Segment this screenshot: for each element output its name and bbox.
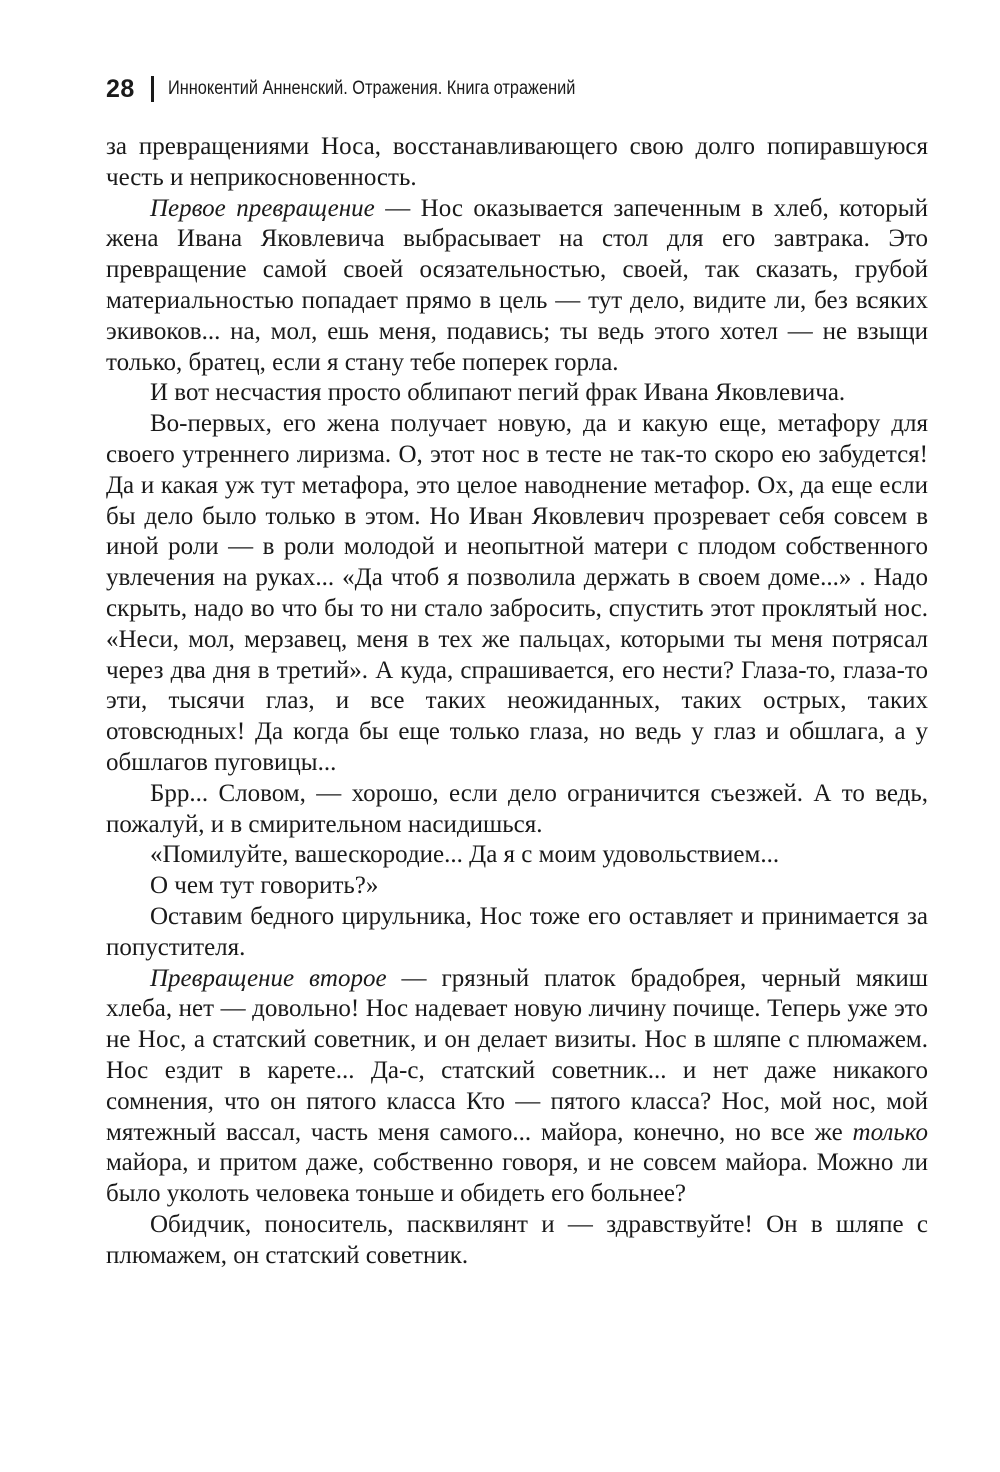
header-separator xyxy=(151,76,154,102)
paragraph-2-text: — Нос оказывается запеченным в хлеб, который жена Ивана Яковлевича выбрасывает на стол для его завтрака. Это превращение самой своей осязательностью, своей, так сказать, грубой материальностью попадает прямо в цель — тут дело, видите ли, без всяких экивоков... на, мол, ешь меня, подавись; ты ведь этого хотел — не взыщи только, братец, если я стану тебе поперек горла. xyxy=(106,194,928,376)
page-number: 28 xyxy=(106,74,135,103)
paragraph-9 xyxy=(106,964,928,1210)
page-header xyxy=(106,72,928,106)
italic-phrase: Первое превращение xyxy=(150,194,375,222)
paragraph-5: Брр... Словом, — хорошо, если дело ограничится съезжей. А то ведь, пожалуй, и в смирительном насидишься. xyxy=(106,779,928,838)
running-title: Иннокентий Анненский. Отражения. Книга отражений xyxy=(167,78,576,99)
book-page xyxy=(106,72,928,1271)
paragraph-8: Оставим бедного цирульника, Нос тоже его оставляет и принимается за попустителя. xyxy=(106,902,928,961)
paragraph-3: И вот несчастия просто облипают пегий фрак Ивана Яковлевича. xyxy=(150,379,846,407)
italic-phrase: Превращение второе xyxy=(150,964,387,992)
paragraph-1: за превращениями Носа, восстанавливающего свою долго попиравшуюся честь и неприкосновенность. xyxy=(106,133,928,191)
paragraph-10: Обидчик, поноситель, пасквилянт и — здравствуйте! Он в шляпе с плюмажем, он статский советник. xyxy=(106,1210,928,1269)
paragraph-9-text-a: — грязный платок брадобрея, черный мякиш хлеба, нет — довольно! Нос надевает новую личину почище. Теперь уже это не Нос, а статский советник, и он делает визиты. Нос в шляпе с плюмажем. Нос ездит в карете... Да-с, статский советник... и нет даже никакого сомнения, что он пятого класса Кто — пятого класса? Нос, мой нос, мой мятежный вассал, часть меня самого... майора, конечно, но все же xyxy=(106,964,928,1146)
body-text xyxy=(106,132,928,1271)
paragraph-6: «Помилуйте, вашескородие... Да я с моим удовольствием... xyxy=(150,841,780,869)
italic-word: только xyxy=(852,1118,928,1146)
paragraph-9-text-b: майора, и притом даже, собственно говоря, и не совсем майора. Можно ли было уколоть человека тоньше и обидеть его больнее? xyxy=(106,1149,928,1208)
paragraph-7: О чем тут говорить?» xyxy=(150,872,379,900)
paragraph-4: Во-первых, его жена получает новую, да и какую еще, метафору для своего утреннего лиризма. О, этот нос в тесте не так-то скоро ею забудется! Да и какая уж тут метафора, это целое наводнение метафор. Ох, да еще если бы дело было только в этом. Но Иван Яковлевич прозревает себя совсем в иной роли — в роли молодой и неопытной матери с плодом собственного увлечения на руках... «Да чтоб я позволила держать в своем доме...» . Надо скрыть, надо во что бы то ни стало забросить, спустить этот проклятый нос. «Неси, мол, мерзавец, меня в тех же пальцах, которыми ты меня потрясал через два дня в третий». А куда, спрашивается, его нести? Глаза-то, глаза-то эти, тысячи глаз, и все таких неожиданных, таких острых, таких отовсюдных! Да когда бы еще только глаза, но ведь у глаз и обшлага, а у обшлагов пуговицы... xyxy=(106,410,928,776)
paragraph-2 xyxy=(106,194,928,379)
